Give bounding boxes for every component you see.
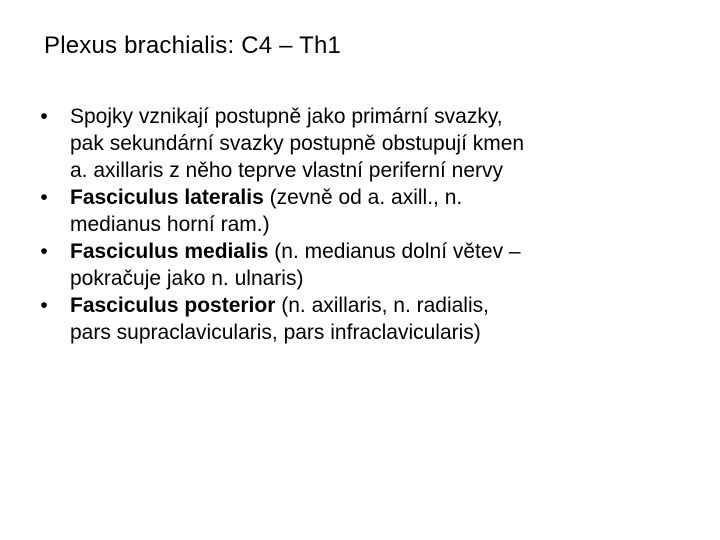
bullet-text-fragment: (n. medianus dolní větev – <box>268 240 521 263</box>
bullet-marker: • <box>40 294 48 317</box>
bullet-first-line <box>70 238 690 265</box>
bullet-item-connections <box>30 103 690 184</box>
bullet-list <box>30 103 690 346</box>
bullet-item-fasciculus-medialis <box>30 238 690 292</box>
bullet-text-fragment: (n. axillaris, n. radialis, <box>275 294 489 317</box>
slide-title: Plexus brachialis: C4 – Th1 <box>44 32 342 59</box>
bullet-text-line: pars supraclavicularis, pars infraclavicularis) <box>70 321 481 344</box>
bullet-marker: • <box>40 105 48 128</box>
bullet-text-line: Spojky vznikají postupně jako primární svazky, <box>70 105 503 128</box>
bullet-marker: • <box>40 240 48 263</box>
bullet-marker: • <box>40 186 48 209</box>
bullet-text-line: pokračuje jako n. ulnaris) <box>70 267 304 290</box>
bullet-first-line <box>70 292 690 319</box>
bullet-text-fragment: (zevně od a. axill., n. <box>263 186 463 209</box>
bullet-item-fasciculus-posterior <box>30 292 690 346</box>
bullet-text-line: pak sekundární svazky postupně obstupují kmen <box>70 132 525 155</box>
bullet-text-line: medianus horní ram.) <box>70 213 270 236</box>
bullet-item-fasciculus-lateralis <box>30 184 690 238</box>
term-fasciculus-medialis: Fasciculus medialis <box>70 240 269 263</box>
term-fasciculus-posterior: Fasciculus posterior <box>70 294 276 317</box>
term-fasciculus-lateralis: Fasciculus lateralis <box>70 186 264 209</box>
bullet-text-line: a. axillaris z něho teprve vlastní periferní nervy <box>70 159 504 182</box>
bullet-first-line <box>70 184 690 211</box>
